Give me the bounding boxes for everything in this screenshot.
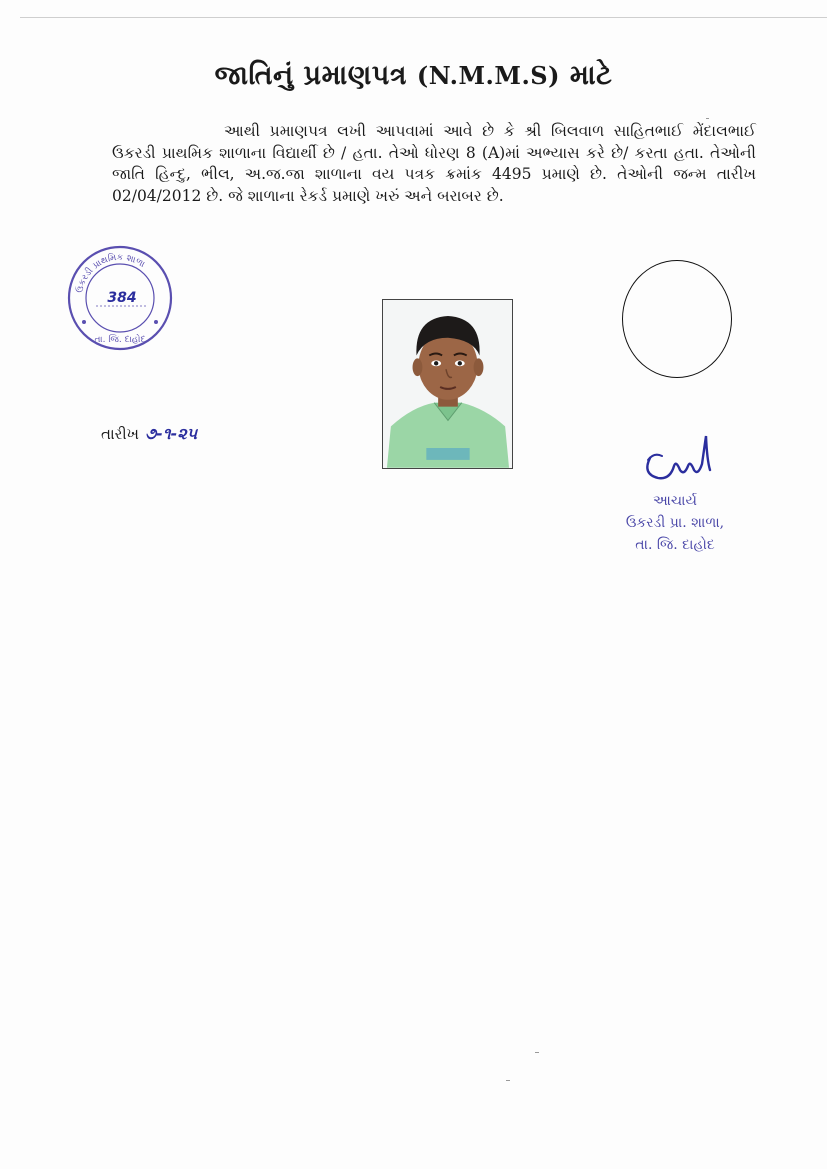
date-label: તારીખ xyxy=(101,425,139,443)
title-code: (N.M.M.S) xyxy=(416,61,560,90)
top-border-line xyxy=(20,17,827,18)
principal-signature xyxy=(640,430,720,485)
date-row xyxy=(101,424,197,444)
body-line-1: આથી પ્રમાણપત્ર લખી આપવામાં આવે છે કે શ્રી બિલવાળ સાહિતભાઈ xyxy=(224,122,684,140)
body-line-4: ક્રમાંક 4495 પ્રમાણે છે. તેઓની જન્મ તારીખ 02/04/2012 છે. જે શાળાના રેકર્ડ પ્રમાણે xyxy=(112,165,756,205)
signatory-school: ઉકરડી પ્રા. શાળા, xyxy=(625,515,725,531)
title-suffix: માટે xyxy=(569,60,613,91)
school-stamp-seal xyxy=(66,244,174,352)
stamp-number: 384 xyxy=(107,290,137,306)
scan-speck xyxy=(506,1080,510,1081)
body-line-3: અભ્યાસ કરે છે/ કરતા હતા. તેઓની જાતિ હિન્દુ, ભીલ, અ.જ.જા શાળાના વય પત્રક xyxy=(112,143,756,183)
certificate-body xyxy=(112,121,756,207)
body-line-2: મેંદાલભાઈ ઉકરડી પ્રાથમિક શાળાના વિદ્યાર્થી છે / હતા. તેઓ ધોરણ 8 (A)માં xyxy=(112,122,756,162)
signatory-location: તા. જિ. દાહોદ xyxy=(635,537,715,553)
stamp-bottom-text: તા. જિ. દાહોદ xyxy=(94,335,146,345)
signatory-title: આચાર્ય xyxy=(653,493,697,509)
title-main: જાતિનું પ્રમાણપત્ર xyxy=(214,60,407,91)
blank-circle-seal-area xyxy=(622,260,732,378)
scan-speck xyxy=(535,1052,539,1053)
student-photo xyxy=(382,299,513,469)
svg-text:ઉકરડી પ્રાથમિક શાળા xyxy=(74,252,146,294)
date-handwritten-value: ૭-૧-૨૫ xyxy=(145,424,198,443)
scan-speck xyxy=(706,118,709,119)
signatory-stamp-block xyxy=(600,490,750,556)
stamp-arc-text: ઉકરડી પ્રાથમિક શાળા xyxy=(75,252,147,294)
body-line-5: ખરું અને બરાબર છે. xyxy=(375,186,504,205)
certificate-title xyxy=(0,60,827,92)
